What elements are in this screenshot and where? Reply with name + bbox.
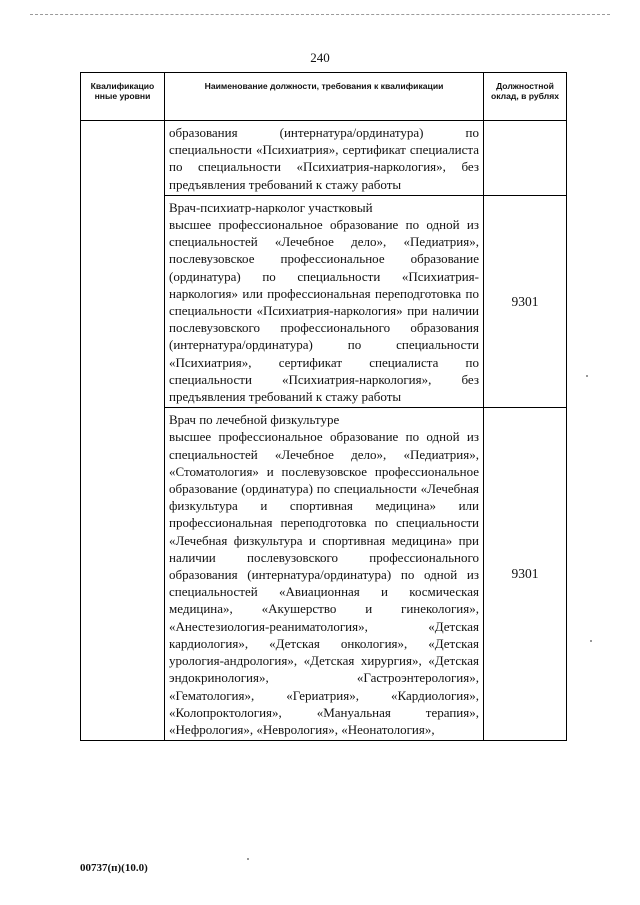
document-code: 00737(п)(10.0) — [80, 862, 148, 874]
header-position: Наименование должности, требования к квалификации — [165, 73, 484, 121]
table-header-row — [81, 73, 567, 121]
table-row — [81, 121, 567, 196]
scan-speck — [586, 375, 588, 377]
header-levels: Квалификацио нные уровни — [81, 73, 165, 121]
position-cell — [165, 408, 484, 741]
scan-speck — [590, 640, 592, 642]
page-number: 240 — [310, 50, 330, 65]
position-title: Врач-психиатр-нарколог участковый — [169, 199, 373, 215]
scan-speck — [247, 858, 249, 860]
position-cell — [165, 121, 484, 196]
scan-artifact-line — [30, 14, 610, 15]
position-cell — [165, 195, 484, 407]
position-requirements: высшее профессиональное образование по одной из специальностей «Лечебное дело», «Педиатрия», послевузовское профессиональное образование (ординатура) по специальности «Психиатрия-наркология» или профессиональная переподготовка по специальности «Психиатрия-наркология» при наличии послевузовского профессионального образования (интернатура/ординатура) по специальности «Психиатрия», сертификат специалиста по специальности «Психиатрия-наркология», без предъявления требований к стажу работы — [169, 217, 479, 405]
qualification-table — [80, 72, 567, 741]
salary-cell — [484, 121, 567, 196]
position-title: Врач по лечебной физкультуре — [169, 412, 340, 428]
position-requirements: образования (интернатура/ординатура) по специальности «Психиатрия», сертификат специалиста по специальности «Психиатрия-наркология», без предъявления требований к стажу работы — [169, 125, 479, 192]
salary-cell: 9301 — [484, 408, 567, 741]
header-salary: Должностной оклад, в рублях — [484, 73, 567, 121]
level-cell — [81, 121, 165, 741]
salary-cell: 9301 — [484, 195, 567, 407]
position-requirements: высшее профессиональное образование по одной из специальностей «Лечебное дело», «Педиатрия», «Стоматология» и послевузовское профессиональное образование (ординатура) по специальности «Лечебная физкультура и спортивная медицина» или профессиональная переподготовка по специальности «Лечебная физкультура и спортивная медицина» при наличии послевузовского профессионального образования (интернатура/ординатура) по одной из специальностей «Авиационная и космическая медицина», «Акушерство и гинекология», «Анестезиология-реаниматология», «Детская кардиология», «Детская онкология», «Детская урология-андрология», «Детская хирургия», «Детская эндокринология», «Гастроэнтерология», «Гематология», «Гериатрия», «Кардиология», «Колопроктология», «Мануальная терапия», «Нефрология», «Неврология», «Неонатология», — [169, 429, 479, 737]
